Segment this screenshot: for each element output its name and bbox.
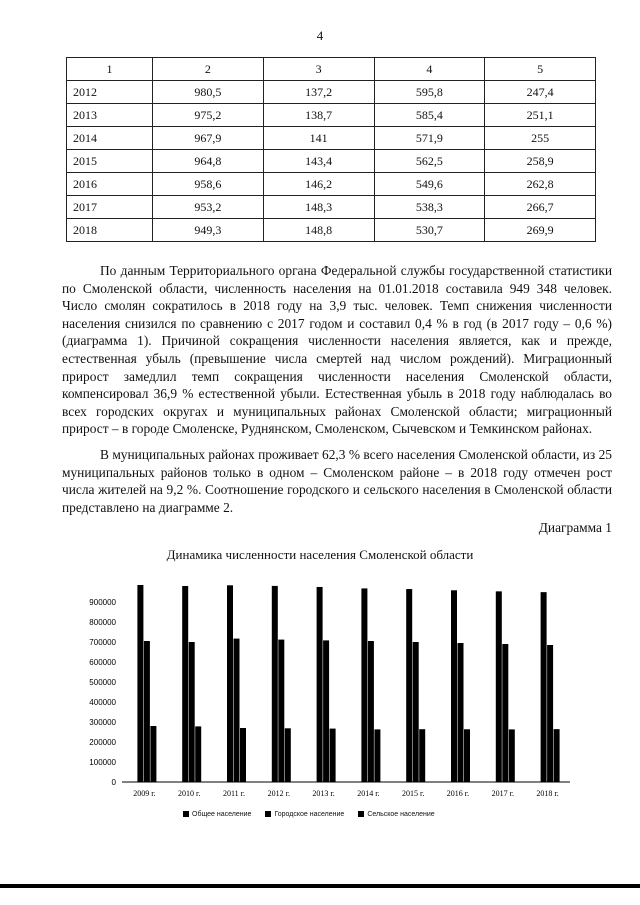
bottom-rule xyxy=(0,884,640,888)
table-row xyxy=(67,219,596,242)
bar-total xyxy=(137,585,143,782)
bar-rural xyxy=(419,729,425,782)
bar-rural xyxy=(554,729,560,782)
legend-item xyxy=(358,811,434,818)
population-bar-chart xyxy=(60,578,580,810)
bar-urban xyxy=(413,642,419,782)
paragraph-2 xyxy=(62,446,612,516)
legend-swatch xyxy=(358,811,364,817)
table-header-cell: 2 xyxy=(153,58,264,81)
table-cell: 269,9 xyxy=(485,219,596,242)
table-year-cell: 2016 xyxy=(67,173,153,196)
y-tick-label: 700000 xyxy=(89,638,116,647)
x-tick-label: 2012 г. xyxy=(267,789,290,798)
legend-swatch xyxy=(183,811,189,817)
table-row xyxy=(67,127,596,150)
y-tick-label: 400000 xyxy=(89,698,116,707)
bar-total xyxy=(182,586,188,782)
bar-urban xyxy=(547,645,553,782)
x-tick-label: 2013 г. xyxy=(312,789,335,798)
legend-swatch xyxy=(265,811,271,817)
table-row xyxy=(67,150,596,173)
bar-rural xyxy=(285,728,291,782)
table-year-cell: 2013 xyxy=(67,104,153,127)
table-cell: 255 xyxy=(485,127,596,150)
table-cell: 141 xyxy=(263,127,374,150)
table-cell: 143,4 xyxy=(263,150,374,173)
table-header-cell: 4 xyxy=(374,58,485,81)
y-tick-label: 600000 xyxy=(89,658,116,667)
bar-urban xyxy=(234,639,240,782)
x-tick-label: 2011 г. xyxy=(222,789,246,798)
bar-rural xyxy=(509,729,515,782)
table-cell: 146,2 xyxy=(263,173,374,196)
y-tick-label: 100000 xyxy=(89,758,116,767)
bar-total xyxy=(227,585,233,782)
table-cell: 980,5 xyxy=(153,81,264,104)
x-tick-label: 2015 г. xyxy=(402,789,425,798)
table-header-cell: 1 xyxy=(67,58,153,81)
table-cell: 562,5 xyxy=(374,150,485,173)
table-cell: 549,6 xyxy=(374,173,485,196)
diagram-label: Диаграмма 1 xyxy=(538,520,612,535)
bar-rural xyxy=(374,729,380,782)
bar-total xyxy=(361,588,367,782)
bar-urban xyxy=(368,641,374,782)
y-tick-label: 200000 xyxy=(89,738,116,747)
y-tick-label: 0 xyxy=(111,778,116,787)
table-header-row xyxy=(67,58,596,81)
table-cell: 247,4 xyxy=(485,81,596,104)
bar-total xyxy=(317,587,323,782)
chart-legend xyxy=(183,811,435,818)
table-cell: 251,1 xyxy=(485,104,596,127)
table-row xyxy=(67,81,596,104)
y-tick-label: 900000 xyxy=(89,598,116,607)
bar-rural xyxy=(240,728,246,782)
table-year-cell: 2014 xyxy=(67,127,153,150)
x-tick-label: 2016 г. xyxy=(446,789,470,798)
table-cell: 258,9 xyxy=(485,150,596,173)
table-cell: 137,2 xyxy=(263,81,374,104)
page-number: 4 xyxy=(316,28,324,43)
table-year-cell: 2018 xyxy=(67,219,153,242)
table-cell: 571,9 xyxy=(374,127,485,150)
table-cell: 266,7 xyxy=(485,196,596,219)
table-cell: 138,7 xyxy=(263,104,374,127)
bar-urban xyxy=(502,644,508,782)
table-cell: 148,8 xyxy=(263,219,374,242)
table-row xyxy=(67,173,596,196)
x-tick-label: 2018 г. xyxy=(536,789,559,798)
bar-total xyxy=(272,586,278,782)
table-cell: 530,7 xyxy=(374,219,485,242)
table-cell: 949,3 xyxy=(153,219,264,242)
table-row xyxy=(67,104,596,127)
bar-total xyxy=(451,590,457,782)
bar-rural xyxy=(330,729,336,782)
bar-rural xyxy=(195,726,201,782)
y-tick-label: 500000 xyxy=(89,678,116,687)
table-cell: 975,2 xyxy=(153,104,264,127)
bar-urban xyxy=(189,642,195,782)
bar-rural xyxy=(464,729,470,782)
table-year-cell: 2012 xyxy=(67,81,153,104)
x-tick-label: 2017 г. xyxy=(491,789,514,798)
y-tick-label: 300000 xyxy=(89,718,116,727)
table-row xyxy=(67,196,596,219)
legend-label: Общее население xyxy=(192,811,252,818)
paragraph-1 xyxy=(62,262,612,438)
x-tick-label: 2009 г. xyxy=(133,789,156,798)
bar-total xyxy=(406,589,412,782)
table-header-cell: 3 xyxy=(263,58,374,81)
paragraph-2-text: В муниципальных районах проживает 62,3 % всего населения Смоленской области, из 25 муниципальных районов только в одном – Смоленском районе – в 2018 году отмечен рост числа жителей на 9,2 %. Соотношение городского и сельского населения в Смоленской области представлено на диаграмме 2. xyxy=(62,447,612,515)
table-year-cell: 2015 xyxy=(67,150,153,173)
table-cell: 148,3 xyxy=(263,196,374,219)
x-tick-label: 2014 г. xyxy=(357,789,380,798)
bar-rural xyxy=(150,726,156,782)
bar-urban xyxy=(323,640,329,782)
table-cell: 967,9 xyxy=(153,127,264,150)
legend-label: Городское население xyxy=(274,811,345,818)
bar-urban xyxy=(458,643,464,782)
table-cell: 538,3 xyxy=(374,196,485,219)
table-cell: 953,2 xyxy=(153,196,264,219)
paragraph-1-text: По данным Территориального органа Федеральной службы государственной статистики по Смоленской области, численность населения на 01.01.2018 составила 949 348 человек. Число смолян сократилось в 2018 году на 3,9 тыс. человек. Темп снижения численности населения снизился по сравнению с 2017 годом и составил 0,4 % в год (в 2017 году – 0,6 %) (диаграмма 1). Причиной сокращения численности населения является, как и прежде, естественная убыль (превышение числа смертей над числом рождений). Миграционный прирост замедлил темп сокращения численности населения Смоленской области, компенсировал 36,9 % естественной убыли. Естественная убыль в 2018 году наблюдалась во всех городских округах и муниципальных районах Смоленской области; миграционный прирост – в городе Смоленске, Руднянском, Смоленском, Сычевском и Темкинском районах. xyxy=(62,263,612,437)
x-tick-label: 2010 г. xyxy=(178,789,201,798)
legend-item xyxy=(265,811,344,818)
table-cell: 262,8 xyxy=(485,173,596,196)
legend-item xyxy=(183,811,251,818)
bar-total xyxy=(496,591,502,782)
bar-urban xyxy=(144,641,150,782)
table-header-cell: 5 xyxy=(485,58,596,81)
bar-urban xyxy=(278,640,284,782)
population-table xyxy=(66,57,596,242)
table-cell: 964,8 xyxy=(153,150,264,173)
chart-title: Динамика численности населения Смоленской области xyxy=(166,547,474,562)
table-cell: 585,4 xyxy=(374,104,485,127)
table-cell: 595,8 xyxy=(374,81,485,104)
table-year-cell: 2017 xyxy=(67,196,153,219)
bar-total xyxy=(541,592,547,782)
table-cell: 958,6 xyxy=(153,173,264,196)
legend-label: Сельское население xyxy=(367,811,435,818)
y-tick-label: 800000 xyxy=(89,618,116,627)
